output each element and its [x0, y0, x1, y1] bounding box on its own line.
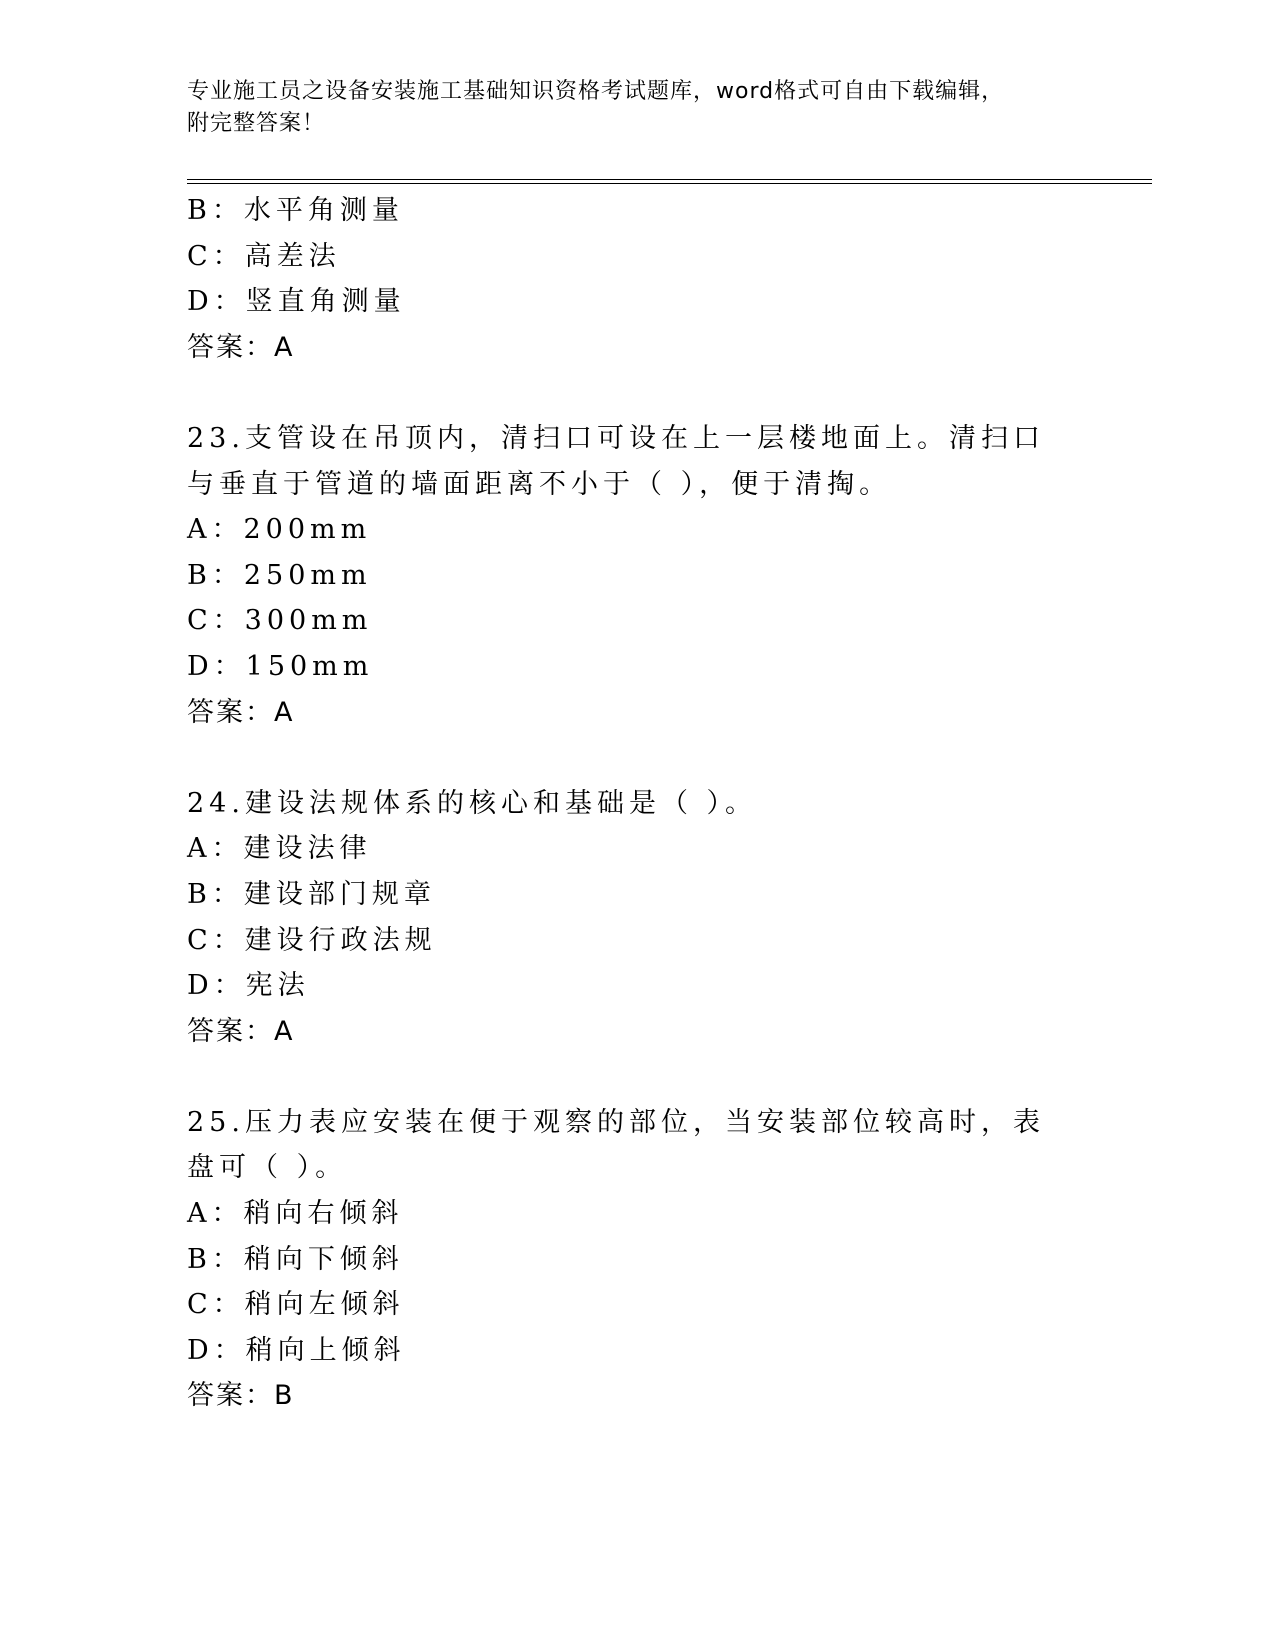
question-text: 24.建设法规体系的核心和基础是（ ）。 — [187, 787, 758, 819]
option-b: B：稍向下倾斜 — [187, 1243, 404, 1275]
document-header — [187, 76, 1077, 140]
option-d: D：稍向上倾斜 — [187, 1334, 406, 1366]
option-d: D：竖直角测量 — [187, 286, 406, 318]
option-a: A：建设法律 — [187, 833, 372, 865]
question-text: 23.支管设在吊顶内，清扫口可设在上一层楼地面上。清扫口与垂直于管道的墙面距离不小于（ ），便于清掏。 — [187, 422, 1045, 500]
option-b: B：建设部门规章 — [187, 878, 436, 910]
answer-line: 答案：A — [187, 696, 295, 728]
question-23 — [187, 416, 1087, 735]
option-c: C：建设行政法规 — [187, 924, 437, 956]
option-b: B：250mm — [187, 559, 372, 591]
answer-line: 答案：B — [187, 1380, 295, 1412]
option-c: C：高差法 — [187, 240, 341, 272]
question-25 — [187, 1100, 1087, 1419]
question-22-continued — [187, 188, 1087, 370]
question-list — [187, 188, 1087, 1419]
question-24 — [187, 781, 1087, 1055]
header-title-line-2: 附完整答案！ — [187, 111, 326, 136]
option-c: C：稍向左倾斜 — [187, 1289, 405, 1321]
option-d: D：宪法 — [187, 970, 310, 1002]
header-divider-bottom — [187, 183, 1152, 184]
option-a: A：稍向右倾斜 — [187, 1198, 404, 1230]
option-b: B：水平角测量 — [187, 195, 404, 226]
answer-line: 答案：A — [187, 331, 295, 363]
option-c: C：300mm — [187, 605, 373, 637]
option-d: D：150mm — [187, 650, 374, 682]
header-divider-top — [187, 179, 1152, 180]
answer-line: 答案：A — [187, 1015, 295, 1047]
option-a: A：200mm — [187, 514, 372, 546]
question-text: 25.压力表应安装在便于观察的部位，当安装部位较高时，表盘可（ ）。 — [187, 1106, 1045, 1184]
header-title-line-1: 专业施工员之设备安装施工基础知识资格考试题库，word格式可自由下载编辑， — [187, 79, 1005, 104]
